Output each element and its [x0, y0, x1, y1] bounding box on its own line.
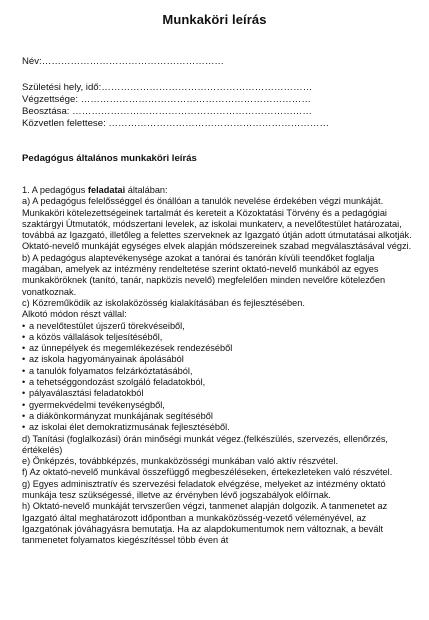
bullet-list: [22, 321, 414, 434]
list-item-text: gyermekvédelmi tevékenységből,: [29, 399, 165, 410]
bullet-icon: •: [22, 354, 26, 365]
section-title: Pedagógus általános munkaköri leírás: [22, 153, 197, 164]
name-field: Név:…………………………………………………: [22, 56, 225, 67]
paragraph-g: g) Egyes adminisztratív és szervezési feladatok elvégzése, melyeket az intézmény oktató munkája tesz szükségessé, illetve az érvényben lévő jogszabályok előírnak.: [22, 478, 386, 501]
list-item-text: a tehetséggondozást szolgáló feladatokból,: [29, 377, 206, 388]
intro-bold: feladatai: [87, 185, 126, 195]
list-item-text: a diákönkormányzat munkájának segítéséből: [29, 410, 213, 421]
list-item-text: pályaválasztási feladatokból: [29, 388, 144, 399]
bullet-icon: •: [22, 377, 26, 388]
paragraph-e: e) Önképzés, továbbképzés, munkaközösségi munkában való aktív részvétel.: [22, 456, 339, 467]
list-item-text: az ünnepélyek és megemlékezések rendezéséből: [29, 343, 233, 354]
paragraph-a: a) A pedagógus felelősséggel és önállóan a tanulók nevelése érdekében végzi munkáját. Munkaköri kötelezettségeinek tartalmát és kereteit a Közoktatási Törvény és a pedagógiai szaktárgyi Útmutatók, módszertani levelek, az iskolai munkaterv, a nevelőtestület határozatai, továbbá az Igazgató, illetőleg a felettes szerveknek az Igazgató útján adott útmutatásai alkotják. Oktató-nevelő munkáját egységes elvek alapján módszereinek szabad megválasztásával végzi.: [22, 196, 412, 252]
list-item: [22, 321, 414, 332]
position-field: Beosztása: …………………………………………………………………: [22, 106, 312, 117]
list-item: [22, 332, 414, 343]
supervisor-field: Közvetlen felettese: ……………………………………………………………: [22, 118, 330, 129]
document-body: [22, 185, 414, 547]
list-item: [22, 366, 414, 377]
list-item: [22, 343, 414, 354]
document-title: Munkaköri leírás: [162, 12, 267, 27]
list-item: [22, 377, 414, 388]
paragraph-h: h) Oktató-nevelő munkáját tervszerűen végzi, tanmenet alapján dolgozik. A tanmenetet az Igazgató által meghatározott időpontban a munkaközösség-vezető véleményével, az Igazgatónak jóváhagyásra bemutatja. Ha az alapdokumentumok nem változnak, a bevált tanmenetet folyamatos kiegészítéssel több éven át: [22, 501, 388, 546]
paragraph-c: c) Közreműködik az iskolaközösség kialakításában és fejlesztésében.: [22, 297, 305, 308]
bullet-icon: •: [22, 365, 26, 376]
list-item: [22, 354, 414, 365]
bullet-icon: •: [22, 410, 26, 421]
bullet-icon: •: [22, 388, 26, 399]
bullet-icon: •: [22, 422, 26, 433]
list-item-text: az iskolai élet demokratizmusának fejlesztéséből.: [29, 422, 230, 433]
bullet-icon: •: [22, 320, 26, 331]
list-item-text: a tanulók folyamatos felzárkóztatásából,: [29, 365, 193, 376]
list-item-text: a közös vállalások teljesítéséből,: [29, 331, 163, 342]
list-item: [22, 411, 414, 422]
paragraph-b: b) A pedagógus alaptevékenysége azokat a tanórai és tanórán kívüli teendőket foglalja magában, amelyek az intézmény rendeltetése szerint oktató-nevelő munkából az egyes munkaköröknek (tanító, tanár, napközis nevelő) megfelelően minden nevelőre kötelezően vonatkoznak.: [22, 252, 386, 297]
birth-field: Születési hely, idő:…………………………………………………………: [22, 82, 313, 93]
bullet-icon: •: [22, 331, 26, 342]
paragraph-f: f) Az oktató-nevelő munkával összefüggő megbeszéléseken, értekezleteken való részvétel.: [22, 467, 393, 478]
paragraph-d: d) Tanítási (foglalkozási) órán minőségi munkát végez.(felkészülés, szervezés, ellenőrzés, értékelés): [22, 433, 388, 455]
education-field: Végzettsége: ………………………………………………………………: [22, 94, 311, 105]
list-item: [22, 388, 414, 399]
intro-line: [22, 185, 414, 196]
bullet-icon: •: [22, 343, 26, 354]
bullet-icon: •: [22, 399, 26, 410]
intro-suffix: általában:: [125, 185, 168, 195]
intro-prefix: 1. A pedagógus: [22, 185, 88, 195]
list-item-text: a nevelőtestület újszerű törekvéseiből,: [29, 320, 185, 331]
list-item-text: az iskola hagyományainak ápolásából: [29, 354, 184, 365]
list-item: [22, 400, 414, 411]
alkoto-line: Alkotó módon részt vállal:: [22, 309, 127, 320]
list-item: [22, 422, 414, 433]
